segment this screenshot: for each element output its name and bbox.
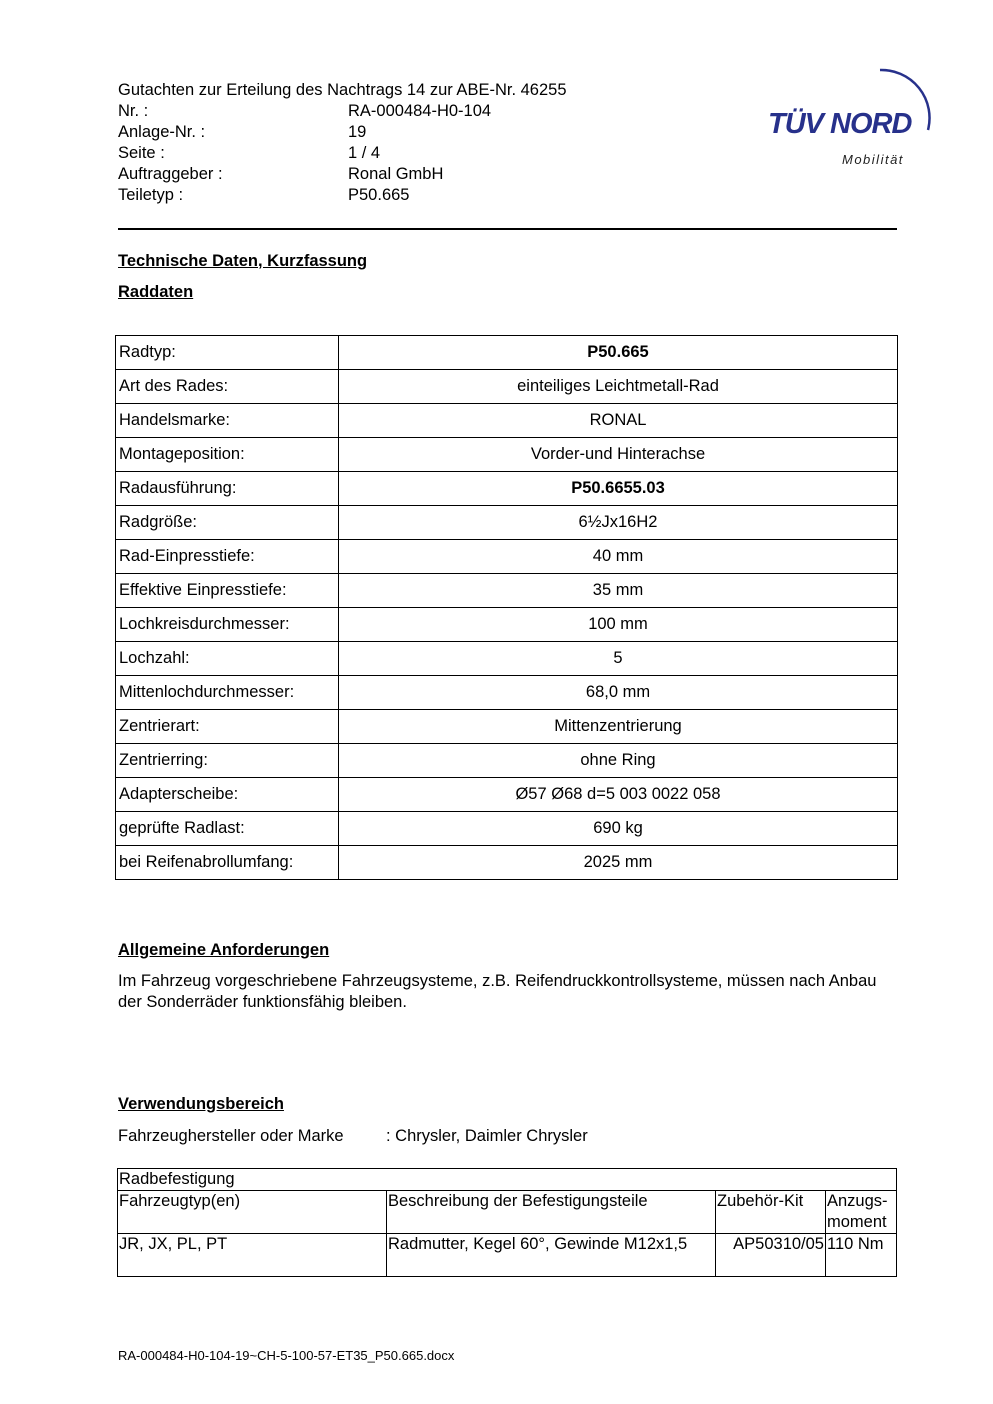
wheel-data-value: Ø57 Ø68 d=5 003 0022 058 bbox=[339, 778, 898, 812]
wheel-data-label: Handelsmarke: bbox=[116, 404, 339, 438]
header-value: RA-000484-H0-104 bbox=[348, 102, 492, 120]
wheel-data-row bbox=[116, 404, 898, 438]
general-requirements-text: Im Fahrzeug vorgeschriebene Fahrzeugsysteme, z.B. Reifendruckkontrollsysteme, müssen nach Anbau der Sonderräder funktionsfähig bleiben. bbox=[118, 972, 877, 1011]
header-divider bbox=[118, 228, 897, 230]
section-subheading-wheel-data: Raddaten bbox=[118, 283, 194, 301]
header-value: 1 / 4 bbox=[348, 144, 381, 162]
fastening-header-cell: Zubehör-Kit bbox=[716, 1191, 826, 1234]
logo-subtitle: Mobilität bbox=[842, 152, 904, 167]
wheel-data-value: 6½Jx16H2 bbox=[339, 506, 898, 540]
wheel-data-value: Mittenzentrierung bbox=[339, 710, 898, 744]
header-value: Ronal GmbH bbox=[348, 165, 444, 183]
wheel-data-label: Radtyp: bbox=[116, 336, 339, 370]
wheel-data-value: 5 bbox=[339, 642, 898, 676]
header-row-anlage bbox=[118, 122, 366, 143]
wheel-data-value: P50.6655.03 bbox=[339, 472, 898, 506]
wheel-data-label: Lochzahl: bbox=[116, 642, 339, 676]
wheel-data-label: Effektive Einpresstiefe: bbox=[116, 574, 339, 608]
wheel-data-value: 690 kg bbox=[339, 812, 898, 846]
section-heading-general-requirements: Allgemeine Anforderungen bbox=[118, 941, 330, 959]
wheel-data-value: ohne Ring bbox=[339, 744, 898, 778]
fastening-cell: 110 Nm bbox=[826, 1234, 897, 1277]
wheel-data-label: Montageposition: bbox=[116, 438, 339, 472]
fastening-cell: Radmutter, Kegel 60°, Gewinde M12x1,5 bbox=[387, 1234, 716, 1277]
section-heading-scope: Verwendungsbereich bbox=[118, 1095, 284, 1113]
wheel-data-row bbox=[116, 438, 898, 472]
wheel-data-row bbox=[116, 574, 898, 608]
wheel-data-value: 2025 mm bbox=[339, 846, 898, 880]
wheel-data-value: 40 mm bbox=[339, 540, 898, 574]
footer-filename: RA-000484-H0-104-19~CH-5-100-57-ET35_P50.665.docx bbox=[118, 1348, 455, 1363]
tuv-nord-logo bbox=[760, 58, 940, 173]
wheel-data-row bbox=[116, 608, 898, 642]
wheel-data-row bbox=[116, 778, 898, 812]
manufacturer-label: Fahrzeughersteller oder Marke bbox=[118, 1127, 344, 1145]
header-key: Auftraggeber : bbox=[118, 165, 223, 183]
wheel-data-row bbox=[116, 846, 898, 880]
fastening-table-title: Radbefestigung bbox=[118, 1169, 897, 1191]
header-key: Teiletyp : bbox=[118, 186, 184, 204]
wheel-data-value: einteiliges Leichtmetall-Rad bbox=[339, 370, 898, 404]
header-row-teiletyp bbox=[118, 185, 409, 206]
wheel-data-row bbox=[116, 710, 898, 744]
header-key: Seite : bbox=[118, 144, 165, 162]
header-row-nr bbox=[118, 101, 491, 122]
wheel-data-row bbox=[116, 370, 898, 404]
wheel-data-row bbox=[116, 336, 898, 370]
header-value: 19 bbox=[348, 123, 367, 141]
wheel-data-table bbox=[115, 335, 898, 880]
wheel-data-row bbox=[116, 472, 898, 506]
wheel-data-label: Mittenlochdurchmesser: bbox=[116, 676, 339, 710]
wheel-data-value: Vorder-und Hinterachse bbox=[339, 438, 898, 472]
fastening-cell: JR, JX, PL, PT bbox=[118, 1234, 387, 1277]
document-title: Gutachten zur Erteilung des Nachtrags 14 zur ABE-Nr. 46255 bbox=[118, 81, 567, 99]
wheel-data-value: 35 mm bbox=[339, 574, 898, 608]
manufacturer-value: : Chrysler, Daimler Chrysler bbox=[386, 1127, 588, 1145]
wheel-data-value: RONAL bbox=[339, 404, 898, 438]
wheel-data-value: 100 mm bbox=[339, 608, 898, 642]
wheel-data-value: P50.665 bbox=[339, 336, 898, 370]
wheel-data-label: Radausführung: bbox=[116, 472, 339, 506]
wheel-data-label: Lochkreisdurchmesser: bbox=[116, 608, 339, 642]
header-key: Anlage-Nr. : bbox=[118, 123, 206, 141]
header-key: Nr. : bbox=[118, 102, 149, 120]
fastening-header-cell: Fahrzeugtyp(en) bbox=[118, 1191, 387, 1234]
header-row-auftraggeber bbox=[118, 164, 443, 185]
wheel-data-label: Adapterscheibe: bbox=[116, 778, 339, 812]
wheel-data-label: Zentrierring: bbox=[116, 744, 339, 778]
wheel-data-label: Art des Rades: bbox=[116, 370, 339, 404]
wheel-data-label: Radgröße: bbox=[116, 506, 339, 540]
wheel-data-row bbox=[116, 676, 898, 710]
wheel-data-row bbox=[116, 812, 898, 846]
fastening-cell: AP50310/05 bbox=[716, 1234, 826, 1277]
wheel-data-row bbox=[116, 540, 898, 574]
logo-wordmark: TÜV NORD bbox=[768, 108, 912, 140]
wheel-data-label: bei Reifenabrollumfang: bbox=[116, 846, 339, 880]
fastening-header-cell: Anzugs-moment bbox=[826, 1191, 897, 1234]
wheel-data-value: 68,0 mm bbox=[339, 676, 898, 710]
header-row-seite bbox=[118, 143, 380, 164]
wheel-data-label: geprüfte Radlast: bbox=[116, 812, 339, 846]
section-heading-technical-data: Technische Daten, Kurzfassung bbox=[118, 252, 368, 270]
fastening-header-cell: Beschreibung der Befestigungsteile bbox=[387, 1191, 716, 1234]
wheel-data-label: Zentrierart: bbox=[116, 710, 339, 744]
manufacturer-line bbox=[118, 1127, 588, 1146]
wheel-data-row bbox=[116, 506, 898, 540]
fastening-table bbox=[117, 1168, 897, 1277]
wheel-data-label: Rad-Einpresstiefe: bbox=[116, 540, 339, 574]
header-value: P50.665 bbox=[348, 186, 410, 204]
wheel-data-row bbox=[116, 744, 898, 778]
wheel-data-row bbox=[116, 642, 898, 676]
